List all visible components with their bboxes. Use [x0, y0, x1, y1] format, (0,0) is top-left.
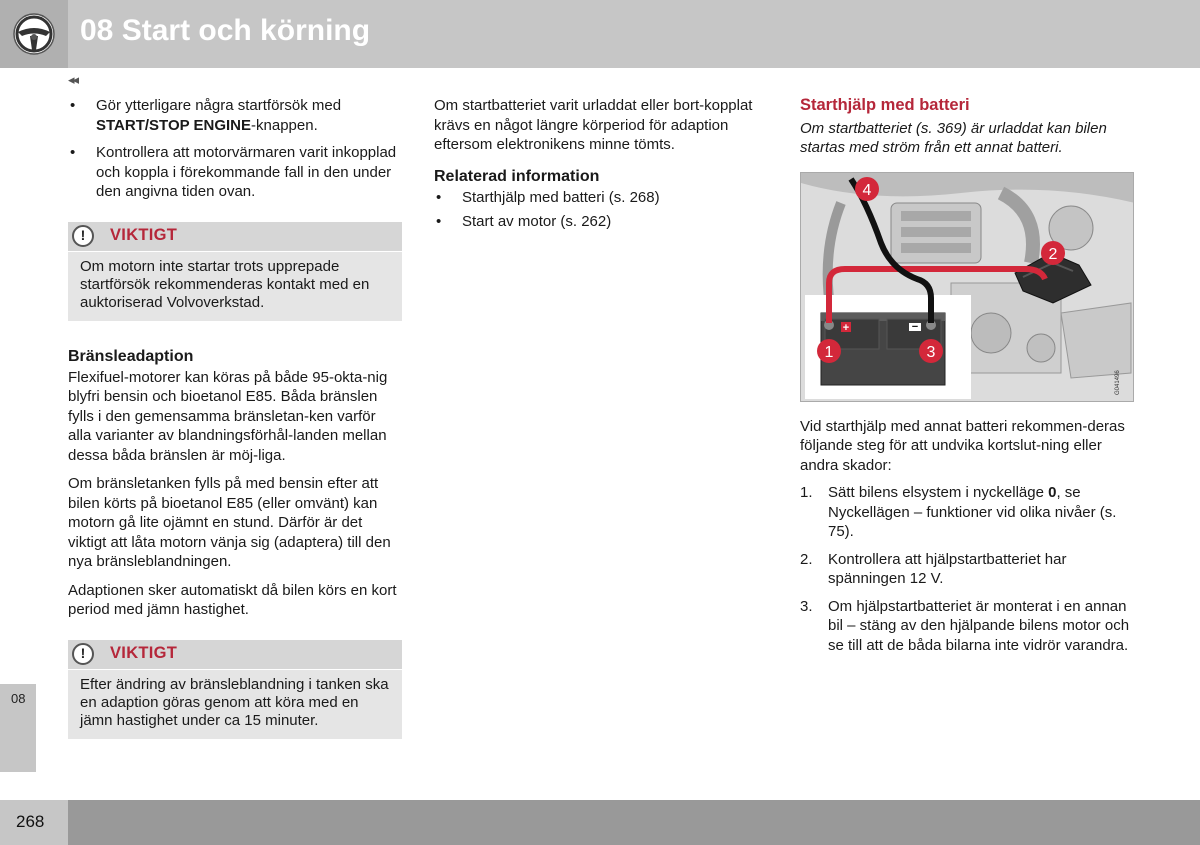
exclamation-icon: ! [72, 643, 94, 665]
bullet-text: Kontrollera att motorvärmaren varit inkopplad och koppla i förekommande fall in den under den angivna tiden ovan. [96, 144, 397, 200]
step-number: 2. [800, 550, 813, 568]
figure-code: G041496 [1115, 369, 1121, 395]
related-link-text[interactable]: Start av motor (s. 262) [462, 213, 612, 230]
related-link[interactable] [434, 212, 774, 232]
paragraph: Flexifuel-motorer kan köras på både 95-okta-nig blyfri bensin och bioetanol E85. Båda bränslen fylls i den gemensamma bränsletan-ken varför alla varianter av blandningsförhål-landen mellan dessa båda bränslen är möj-liga. [68, 368, 388, 464]
bullet-text: Gör ytterligare några startförsök med START/STOP ENGINE-knappen. [96, 97, 342, 134]
step-text: Kontrollera att hjälpstartbatteriet har spänningen 12 V. [828, 550, 1067, 587]
previous-page-arrows[interactable]: ◂◂ [68, 72, 78, 87]
paragraph: Adaptionen sker automatiskt då bilen körs en kort period med jämn hastighet. [68, 581, 397, 618]
paragraph: Vid starthjälp med annat batteri rekommen-deras följande steg för att undvika kortslut-ning eller andra skador: [800, 417, 1125, 474]
bullet-item [68, 96, 402, 135]
warning-title: VIKTIGT [110, 226, 178, 245]
related-link[interactable] [434, 188, 774, 208]
callout-4: 4 [862, 181, 872, 199]
column-middle [434, 96, 774, 240]
jump-start-illustration [800, 172, 1134, 402]
page-number: 268 [16, 812, 45, 831]
bullet-dot: • [70, 97, 76, 114]
chapter-title: 08 Start och körning [80, 14, 371, 47]
column-right [800, 96, 1135, 663]
engine-bay-drawing [801, 173, 1134, 402]
paragraph: Om bränsletanken fylls på med bensin efter att bilen körts på bioetanol E85 (eller omvänt) kan motorn gå lite ojämnt en stund. Därför är det viktigt att låta motorn vänja sig (adaptera) till den nya bränsleblandningen. [68, 475, 391, 570]
warning-text: Efter ändring av bränsleblandning i tanken ska en adaption göras genom att köra med en jämn hastighet under ca 15 minuter. [80, 675, 389, 729]
bullet-dot: • [70, 144, 76, 161]
warning-box [68, 222, 402, 321]
bullet-item [68, 143, 402, 202]
step-number: 3. [800, 597, 813, 615]
numbered-step [800, 483, 1135, 542]
steering-wheel-icon [12, 12, 56, 56]
related-link-text[interactable]: Starthjälp med batteri (s. 268) [462, 188, 660, 206]
numbered-step [800, 597, 1135, 656]
step-text: Sätt bilens elsystem i nyckelläge 0, se Nyckellägen – funktioner vid olika nivåer (s. 75). [828, 484, 1117, 540]
callout-1: 1 [824, 343, 834, 361]
warning-header [68, 640, 402, 670]
intro-text: Om startbatteriet (s. 369) är urladdat kan bilen startas med ström från ett annat batteri. [800, 119, 1107, 156]
bullet-dot: • [436, 188, 442, 206]
warning-title: VIKTIGT [110, 644, 178, 663]
callout-3: 3 [926, 343, 936, 361]
paragraph: Om startbatteriet varit urladdat eller bort-kopplat krävs en något längre körperiod för adaption eftersom elektronikens minne tömts. [434, 97, 753, 153]
header-icon-box [0, 0, 68, 68]
bullet-dot: • [436, 213, 442, 230]
minus-marker: − [911, 320, 919, 333]
column-left [68, 96, 402, 765]
plus-marker: + [842, 321, 850, 334]
warning-box [68, 640, 402, 739]
chapter-side-tab-label: 08 [11, 691, 26, 706]
warning-text: Om motorn inte startar trots upprepade startförsök rekommenderas kontakt med en auktoriserad Volvoverkstad. [80, 257, 370, 311]
exclamation-icon: ! [72, 225, 94, 247]
step-number: 1. [800, 484, 813, 501]
step-text: Om hjälpstartbatteriet är monterat i en annan bil – stäng av den hjälpande bilens motor och se till att de båda bilarna inte vidrör varandra. [828, 597, 1130, 654]
section-heading: Bränsleadaption [68, 347, 194, 365]
page-footer [0, 800, 1200, 845]
related-heading: Relaterad information [434, 167, 600, 185]
callout-2: 2 [1048, 245, 1058, 263]
section-heading: Starthjälp med batteri [800, 96, 970, 114]
numbered-step [800, 550, 1135, 589]
warning-header [68, 222, 402, 252]
